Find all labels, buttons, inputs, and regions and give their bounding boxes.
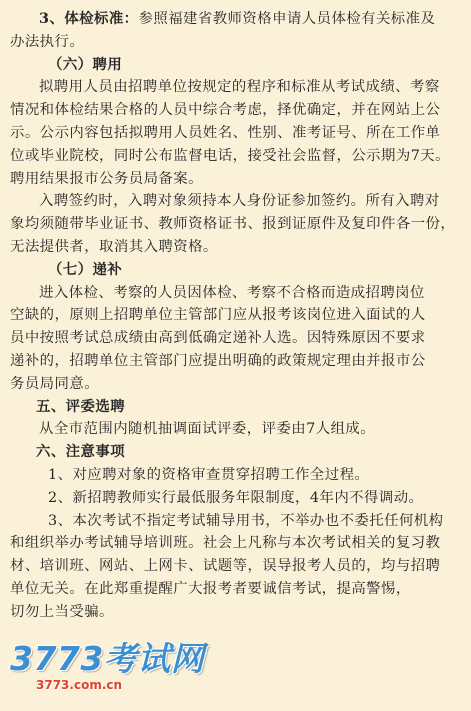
list-item: 3、本次考试不指定考试辅导用书，不举办也不委托任何机构 bbox=[48, 512, 444, 529]
watermark-url: 3773.com.cn bbox=[36, 678, 123, 692]
para-line: 递补的，招聘单位主管部门应提出明确的政策规定理由并报市公 bbox=[10, 352, 426, 369]
watermark-logo: 3773考试网 bbox=[10, 639, 205, 678]
para-line: 入聘签约时，入聘对象须持本人身份证参加签约。所有入聘对 bbox=[39, 193, 440, 210]
para-line: 聘用结果报市公务员局备案。 bbox=[10, 170, 203, 187]
para-line: 情况和体检结果合格的人员中综合考虑，择优确定，并在网站上公 bbox=[10, 102, 441, 119]
para-line: 材、培训班、网站、上网卡、试题等，误导报考人员的，均与招聘 bbox=[10, 558, 441, 575]
para-line: 办法执行。 bbox=[10, 33, 85, 50]
para-line: 位或毕业院校，同时公布监督电话，接受社会监督，公示期为7天。 bbox=[10, 147, 450, 164]
para-line: 和组织举办考试辅导培训班。社会上凡称与本次考试相关的复习教 bbox=[10, 535, 441, 552]
section-heading-judges: 五、评委选聘 bbox=[36, 397, 126, 415]
para-line: 从全市范围内随机抽调面试评委，评委由7人组成。 bbox=[39, 421, 376, 438]
section-heading-hiring: （六）聘用 bbox=[48, 55, 123, 73]
para-line-standard bbox=[10, 8, 459, 31]
section-heading-replacement: （七）递补 bbox=[48, 260, 123, 278]
para-line: 进入体检、考察的人员因体检、考察不合格而造成招聘岗位 bbox=[39, 284, 425, 301]
para-line: 空缺的，原则上招聘单位主管部门应从报考该岗位进入面试的人 bbox=[10, 307, 426, 324]
para-line: 拟聘用人员由招聘单位按规定的程序和标准从考试成绩、考察 bbox=[39, 79, 440, 96]
item-3-lead: 3、体检标准： bbox=[39, 10, 139, 27]
para-line: 象均须随带毕业证书、教师资格证书、报到证原件及复印件各一份， bbox=[10, 216, 456, 233]
para-line: 无法提供者，取消其入聘资格。 bbox=[10, 238, 218, 255]
para-line: 单位无关。在此郑重提醒广大报考者要诚信考试，提高警惕， bbox=[10, 580, 411, 597]
para-line: 示。公示内容包括拟聘用人员姓名、性别、准考证号、所在工作单 bbox=[10, 124, 441, 141]
para-line: 员中按照考试总成绩由高到低确定递补人选。因特殊原因不要求 bbox=[10, 330, 426, 347]
para-line: 务员局同意。 bbox=[10, 375, 100, 392]
section-heading-notes: 六、注意事项 bbox=[36, 443, 126, 461]
list-item: 2、新招聘教师实行最低服务年限制度，4年内不得调动。 bbox=[48, 489, 424, 506]
list-item: 1、对应聘对象的资格审查贯穿招聘工作全过程。 bbox=[48, 466, 370, 483]
item-3-text: 参照福建省教师资格申请人员体检有关标准及 bbox=[138, 11, 436, 27]
site-watermark bbox=[4, 641, 209, 711]
para-line: 切勿上当受骗。 bbox=[10, 603, 114, 620]
